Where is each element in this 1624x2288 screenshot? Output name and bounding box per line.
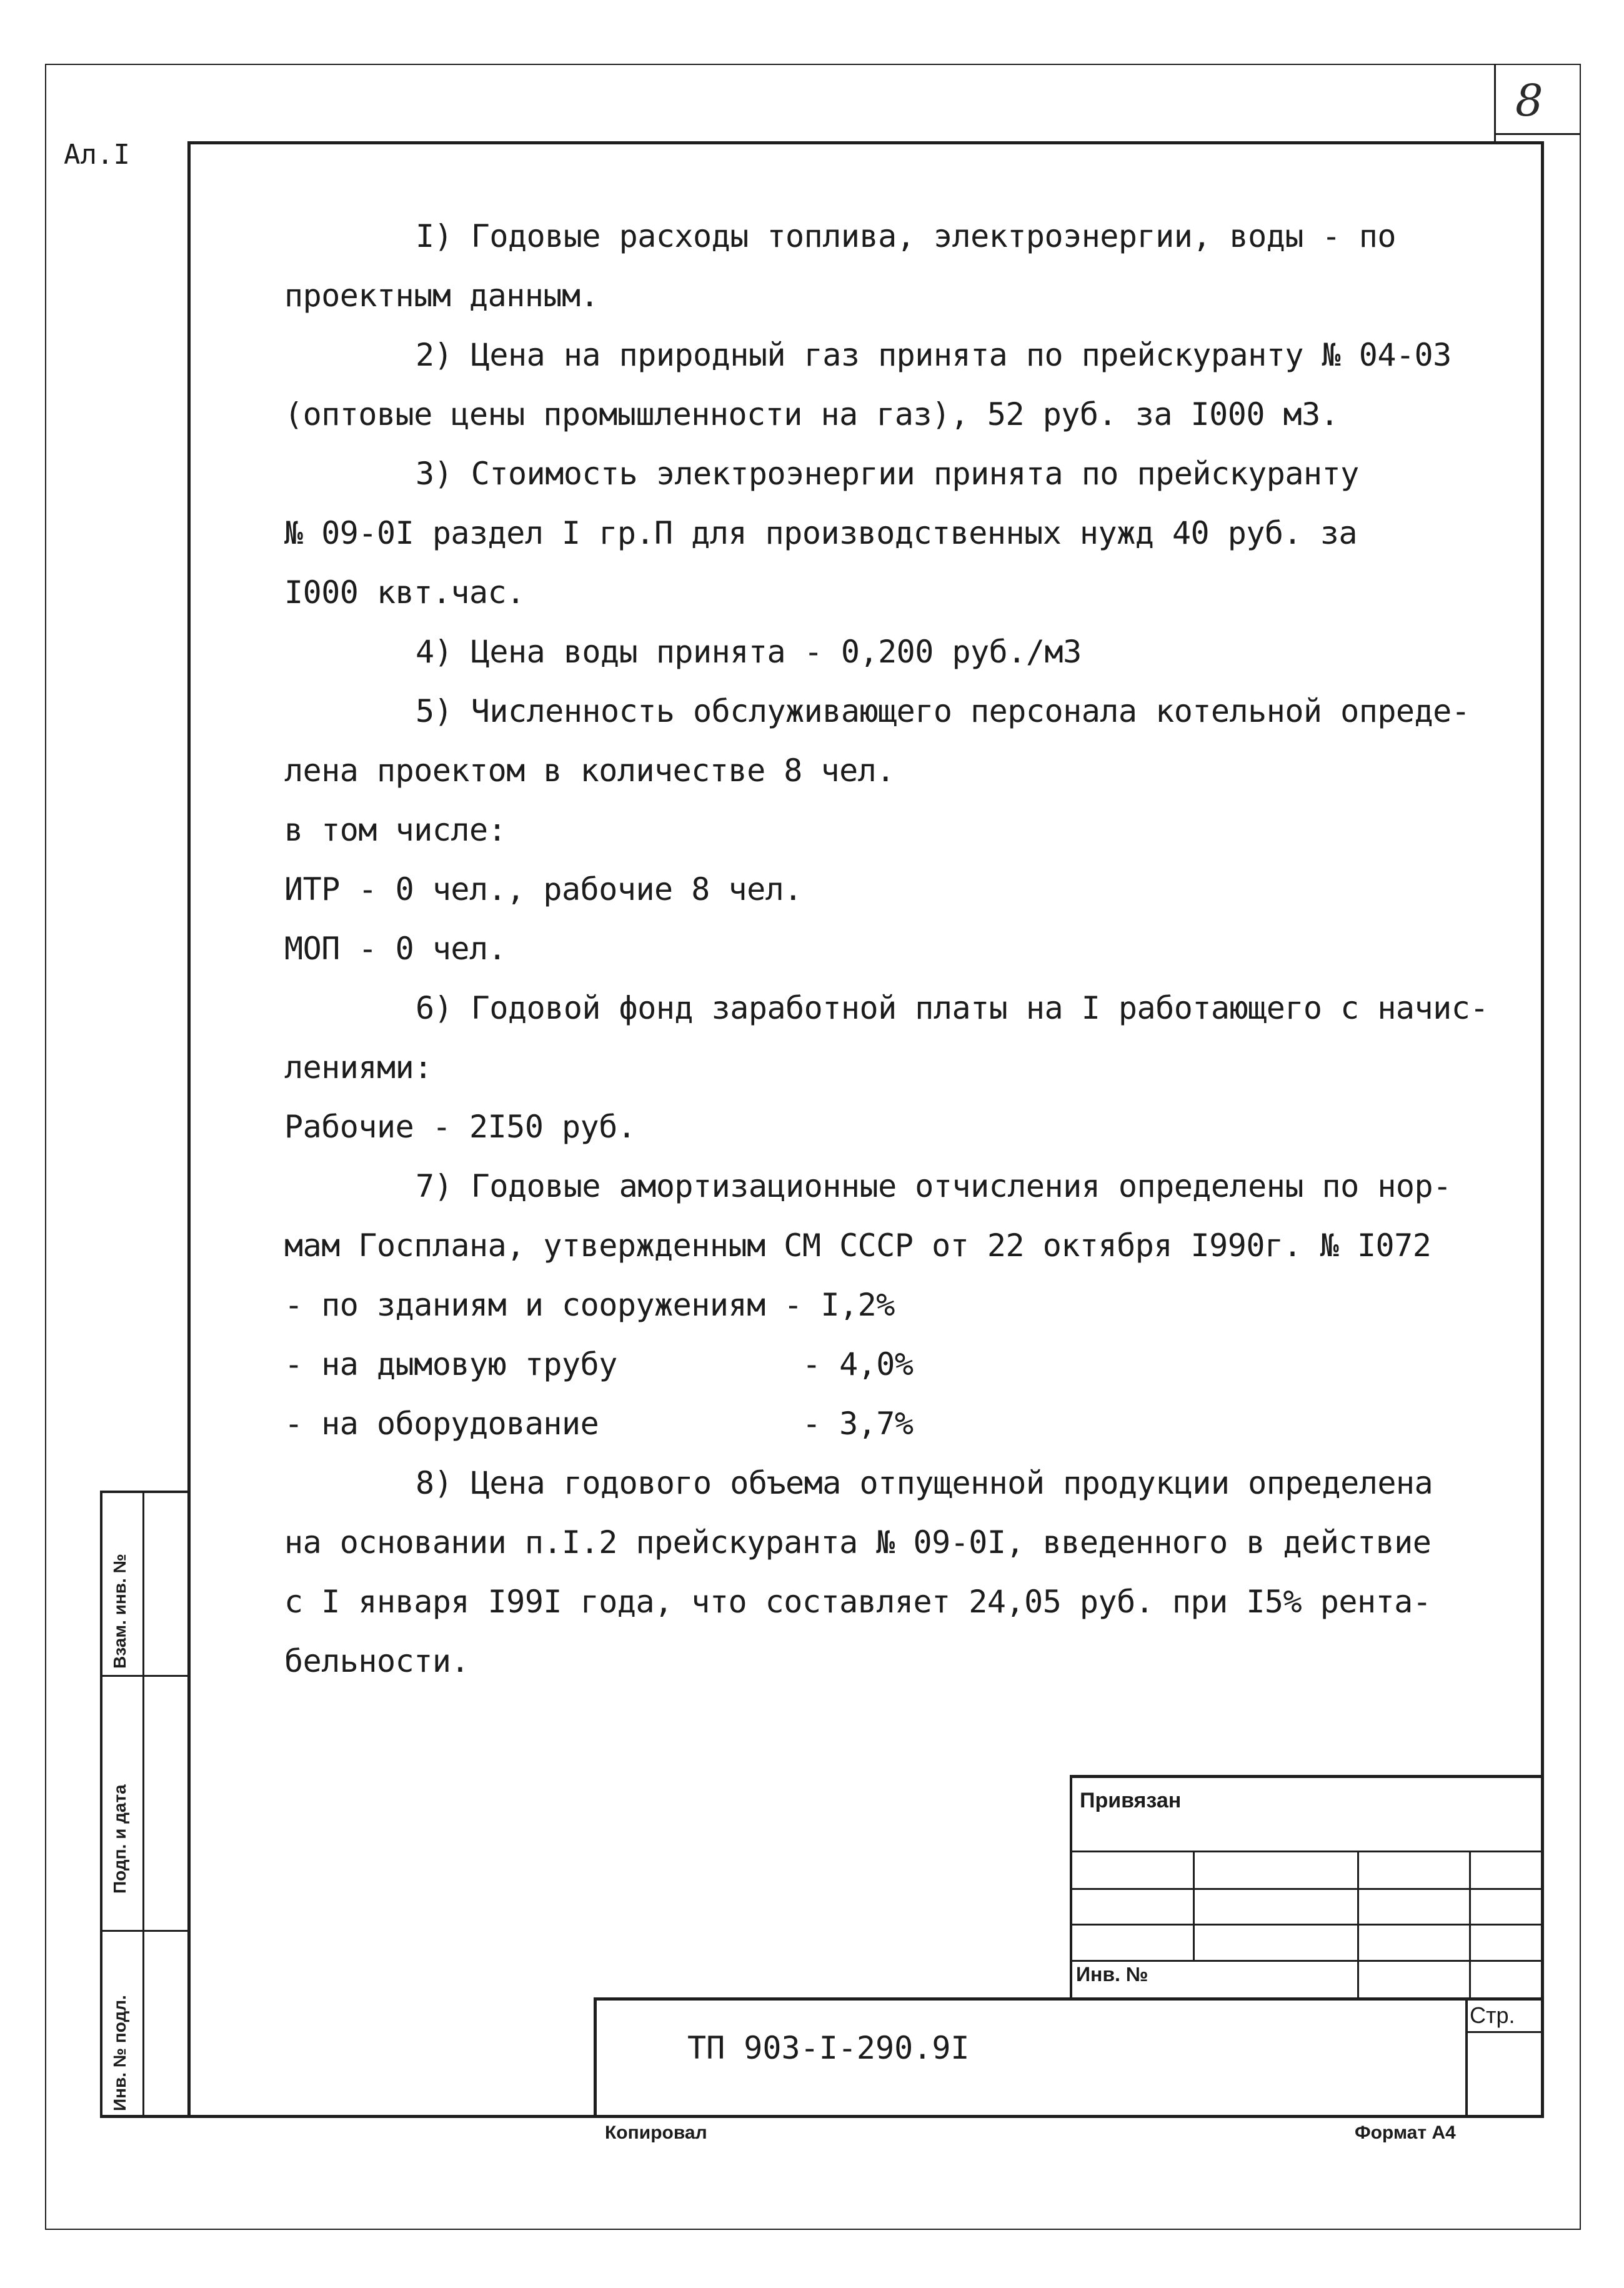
paragraph-5-line-3: в том числе:	[284, 812, 507, 848]
privyazan-top	[1070, 1775, 1543, 1778]
paragraph-7-line-4: - на дымовую трубу - 4,0%	[284, 1346, 914, 1382]
paragraph-7-line-2: мам Госплана, утвержденным СМ СССР от 22 октября I990г. № I072	[284, 1227, 1432, 1264]
paragraph-5-line-4: ИТР - 0 чел., рабочие 8 чел.	[284, 871, 802, 907]
sheet-border-right	[1580, 64, 1581, 2230]
kopiroval-label: Копировал	[605, 2122, 707, 2143]
privyazan-col-2	[1357, 1851, 1359, 2000]
paragraph-8-line-3: с I января I99I года, что составляет 24,05 руб. при I5% рента-	[284, 1584, 1432, 1620]
frame-left	[187, 141, 191, 2118]
paragraph-5-line-2: лена проектом в количестве 8 чел.	[284, 752, 895, 789]
paragraph-2-line-1: 2) Цена на природный газ принята по прейскуранту № 04-03	[416, 337, 1452, 373]
privyazan-row-3	[1070, 1924, 1543, 1926]
sheet-border-top	[45, 64, 1581, 65]
format-label: Формат А4	[1355, 2122, 1456, 2143]
frame-bottom	[100, 2115, 1544, 2118]
sheet-margin-label: Ал.I	[64, 139, 130, 171]
frame-top	[187, 141, 1543, 144]
privyazan-col-1	[1193, 1851, 1195, 1960]
frame-right	[1541, 141, 1544, 2118]
paragraph-8-line-1: 8) Цена годового объема отпущенной продукции определена	[416, 1465, 1433, 1501]
side-stamp-divider	[142, 1491, 144, 2117]
privyazan-row-2	[1070, 1888, 1543, 1890]
privyazan-row-1	[1070, 1851, 1543, 1852]
paragraph-6-line-3: Рабочие - 2I50 руб.	[284, 1109, 636, 1145]
paragraph-5-line-1: 5) Численность обслуживающего персонала котельной опреде-	[416, 693, 1470, 729]
code-block-divider	[1465, 1997, 1468, 2118]
paragraph-7-line-5: - на оборудование - 3,7%	[284, 1406, 914, 1442]
page-cell-divider	[1465, 2031, 1543, 2033]
page-label: Стр.	[1470, 2002, 1515, 2028]
paragraph-8-line-4: бельности.	[284, 1643, 470, 1679]
sheet-border-left	[45, 64, 46, 2230]
document-code: ТП 903-I-290.9I	[687, 2030, 970, 2066]
paragraph-1-line-2: проектным данным.	[284, 277, 599, 314]
paragraph-2-line-2: (оптовые цены промышленности на газ), 52 руб. за I000 м3.	[284, 396, 1339, 432]
side-stamp-row-1	[100, 1675, 189, 1677]
paragraph-6-line-1: 6) Годовой фонд заработной платы на I работающего с начис-	[416, 990, 1488, 1026]
paragraph-3-line-2: № 09-0I раздел I гр.П для производственных нужд 40 руб. за	[284, 515, 1357, 551]
paragraph-4-line-1: 4) Цена воды принята - 0,200 руб./м3	[416, 634, 1082, 670]
code-block-top	[594, 1997, 1543, 2001]
sheet-border-bottom	[45, 2229, 1581, 2230]
paragraph-3-line-1: 3) Стоимость электроэнергии принята по прейскуранту	[416, 456, 1359, 492]
vzam-inv-label: Взам. инв. №	[110, 1554, 129, 1669]
side-stamp-outer	[100, 1491, 102, 2117]
page-box-bottom	[1496, 133, 1581, 135]
side-stamp-top	[100, 1491, 189, 1493]
paragraph-6-line-2: лениями:	[284, 1049, 432, 1086]
page-number: 8	[1515, 75, 1543, 126]
inv-podl-label: Инв. № подл.	[110, 1995, 129, 2111]
paragraph-8-line-2: на основании п.I.2 прейскуранта № 09-0I, введенного в действие	[284, 1524, 1432, 1561]
privyazan-col-3	[1469, 1851, 1471, 2000]
paragraph-7-line-1: 7) Годовые амортизационные отчисления определены по нор-	[416, 1168, 1452, 1204]
paragraph-5-line-5: МОП - 0 чел.	[284, 931, 507, 967]
side-stamp-row-2	[100, 1930, 189, 1932]
paragraph-1-line-1: I) Годовые расходы топлива, электроэнергии, воды - по	[416, 218, 1396, 254]
paragraph-7-line-3: - по зданиям и сооружениям - I,2%	[284, 1287, 895, 1323]
page-box-left	[1494, 64, 1496, 141]
privyazan-left	[1070, 1775, 1072, 2000]
code-block-left	[594, 1997, 597, 2118]
inv-no-label: Инв. №	[1076, 1963, 1148, 1986]
privyazan-row-4	[1070, 1960, 1543, 1962]
podp-data-label: Подп. и дата	[110, 1784, 129, 1894]
privyazan-label: Привязан	[1080, 1789, 1182, 1812]
paragraph-3-line-3: I000 квт.час.	[284, 574, 525, 611]
